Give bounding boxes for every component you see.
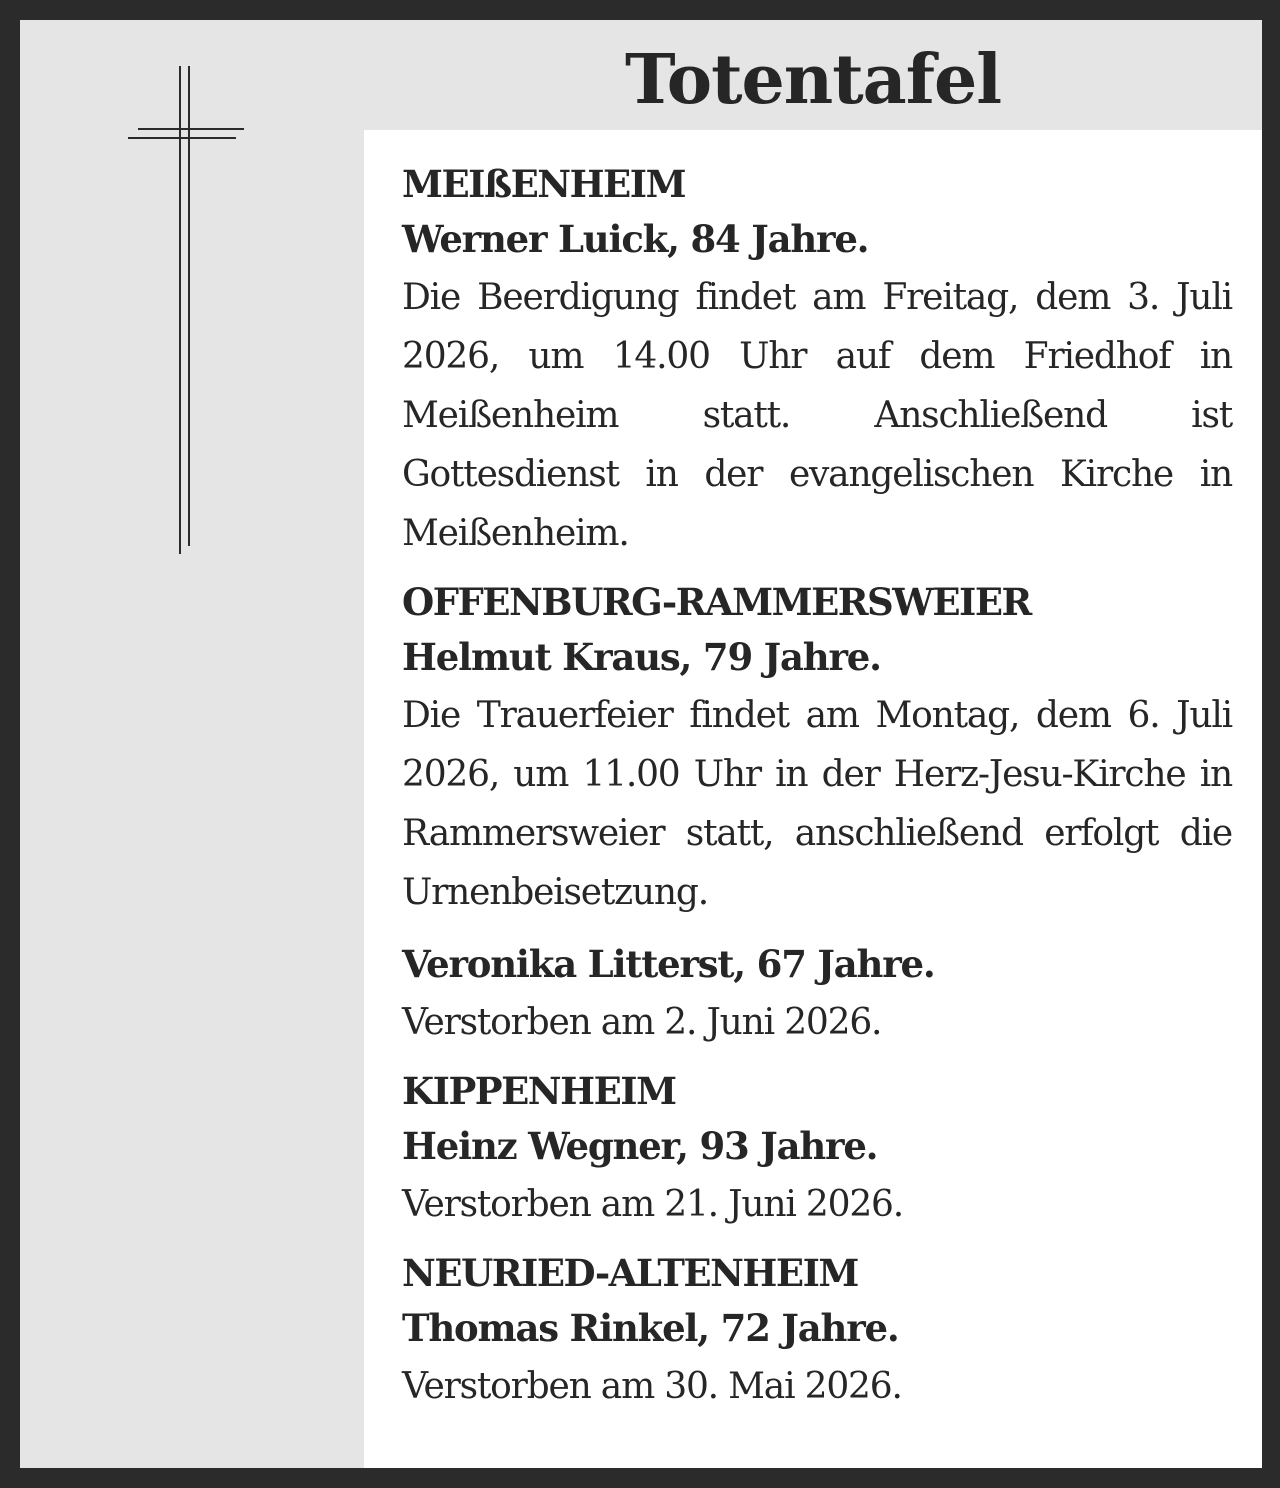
obituary-entry <box>402 1065 1232 1234</box>
obituary-panel <box>364 130 1262 1468</box>
entry-text: Verstorben am 21. Juni 2026. <box>402 1184 903 1225</box>
obituary-entry <box>402 1247 1232 1416</box>
obituary-entry <box>402 158 1232 563</box>
entry-place: MEIßENHEIM <box>402 162 686 206</box>
cross-icon <box>120 62 260 562</box>
page-title: Totentafel <box>624 40 1002 120</box>
entry-text: Verstorben am 30. Mai 2026. <box>402 1366 902 1407</box>
entry-name: Veronika Litterst, 67 Jahre. <box>402 942 935 986</box>
entry-text: Die Trauerfeier findet am Montag, dem 6. Juli 2026, um 11.00 Uhr in der Herz-Jesu-Kirche in Rammersweier statt, anschließend erfolgt die Urnenbeisetzung. <box>402 695 1232 913</box>
entry-place: KIPPENHEIM <box>402 1069 676 1113</box>
entry-text: Die Beerdigung findet am Freitag, dem 3. Juli 2026, um 14.00 Uhr auf dem Friedhof in Meißenheim statt. Anschließend ist Gottesdienst in der evangelischen Kirche in Meißenheim. <box>402 277 1232 554</box>
entry-place: NEURIED-ALTENHEIM <box>402 1251 858 1295</box>
entry-name: Helmut Kraus, 79 Jahre. <box>402 635 881 679</box>
entry-place: OFFENBURG-RAMMERSWEIER <box>402 580 1031 624</box>
obituary-board <box>20 20 1262 1468</box>
entry-name: Heinz Wegner, 93 Jahre. <box>402 1124 878 1168</box>
obituary-entry <box>402 576 1232 922</box>
entry-name: Thomas Rinkel, 72 Jahre. <box>402 1306 899 1350</box>
entry-name: Werner Luick, 84 Jahre. <box>402 217 869 261</box>
entry-text: Verstorben am 2. Juni 2026. <box>402 1002 882 1043</box>
obituary-entry <box>402 935 1232 1052</box>
obituary-list <box>402 158 1232 1429</box>
